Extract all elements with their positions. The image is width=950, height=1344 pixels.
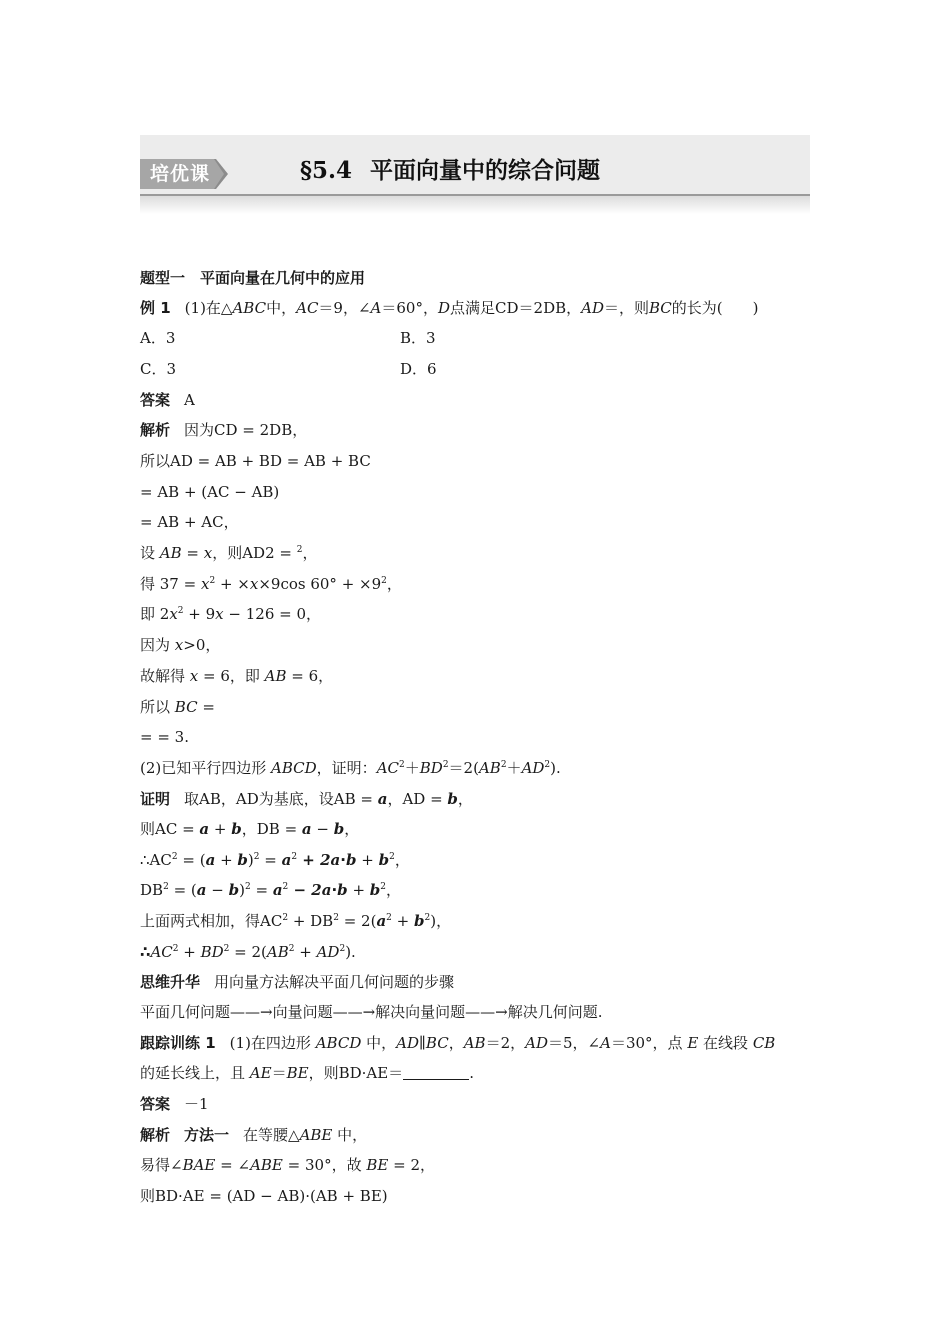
proof-line-1: 证明 取AB，AD为基底，设AB = a，AD = b， bbox=[140, 790, 473, 808]
badge-label: 培优课 bbox=[149, 163, 210, 185]
analysis-line-9: 故解得 x = 6，即 AB = 6， bbox=[140, 667, 334, 685]
example1-part2-question: (2)已知平行四边形 ABCD，证明：$AC^2+BD^2=2(AB^2+AD^2)$. bbox=[140, 759, 561, 777]
analysis-line-8: 因为 x>0， bbox=[140, 636, 221, 654]
tracking-analysis-line-3: 则BD·AE = (AD − AB)·(AB + BE) bbox=[140, 1187, 388, 1205]
option-d: D．6 bbox=[400, 360, 437, 378]
analysis-line-6: 得 $37 = x^2 + \times x\times 9\cos$ $60^\circ + \times 9^2$， bbox=[140, 575, 402, 593]
analysis-line-3: = AB + (AC − AB) bbox=[140, 483, 280, 501]
course-badge bbox=[140, 159, 228, 189]
proof-line-5: 上面两式相加，得$AC^2 + DB^2 = 2(a^2 + b^2)$， bbox=[140, 912, 452, 930]
analysis-line-10: 所以 BC = bbox=[140, 698, 215, 716]
proof-line-3: $\therefore AC^2 = (a + b)^2 = a^2 + 2a\cdot b + b^2$， bbox=[140, 851, 410, 869]
tracking-analysis-line-2: 易得∠BAE = ∠ABE = 30°，故 BE = 2， bbox=[140, 1156, 435, 1174]
section-title: 平面向量中的综合问题 bbox=[370, 158, 601, 184]
example1-answer: 答案 A bbox=[140, 391, 195, 409]
type1-heading: 题型一 平面向量在几何中的应用 bbox=[140, 269, 366, 287]
analysis-line-11: = = 3. bbox=[140, 728, 189, 746]
proof-line-4: $DB^2 = (a - b)^2 = a^2 - 2a\cdot b + b^2$， bbox=[140, 881, 402, 899]
summary-heading: 思维升华 用向量方法解决平面几何问题的步骤 bbox=[140, 973, 455, 991]
analysis-line-1: 解析 因为CD = 2DB， bbox=[140, 421, 308, 439]
tracking-answer: 答案 －1 bbox=[140, 1095, 209, 1113]
analysis-line-7: 即 $2x^2 + 9x - 126 = 0$， bbox=[140, 605, 322, 623]
tracking-question-line-1: 跟踪训练 1 (1)在四边形 ABCD 中，AD∥BC，AB＝2，AD＝5，∠A＝30°，点 E 在线段 CB bbox=[140, 1034, 776, 1052]
tracking-question-line-2: 的延长线上，且 AE＝BE，则BD·AE＝ . bbox=[140, 1064, 474, 1082]
option-c: C．3 bbox=[140, 360, 177, 378]
proof-line-6: $\therefore AC^2 + BD^2 = 2(AB^2 + AD^2)$. bbox=[140, 943, 356, 961]
option-b: B．3 bbox=[400, 329, 436, 347]
answer-blank bbox=[403, 1065, 469, 1080]
analysis-line-4: = AB + AC， bbox=[140, 513, 239, 531]
example1-question: 例 1 (1)在△ABC中，AC＝9，∠A＝60°，D点满足CD＝2DB，AD＝，则BC的长为( ) bbox=[140, 299, 759, 317]
option-a: A．3 bbox=[140, 329, 176, 347]
analysis-line-5: 设 AB = x，则AD2 = $^2$， bbox=[140, 544, 318, 562]
page-title bbox=[300, 152, 720, 185]
header-shadow bbox=[140, 196, 810, 214]
analysis-line-2: 所以AD = AB + BD = AB + BC bbox=[140, 452, 371, 470]
tracking-analysis-line-1: 解析 方法一 在等腰△ABE 中， bbox=[140, 1126, 368, 1144]
summary-steps: 平面几何问题——→向量问题——→解决向量问题——→解决几何问题. bbox=[140, 1003, 603, 1021]
section-number: §5.4 bbox=[300, 157, 353, 184]
proof-line-2: 则AC = a + b，DB = a − b， bbox=[140, 820, 360, 838]
